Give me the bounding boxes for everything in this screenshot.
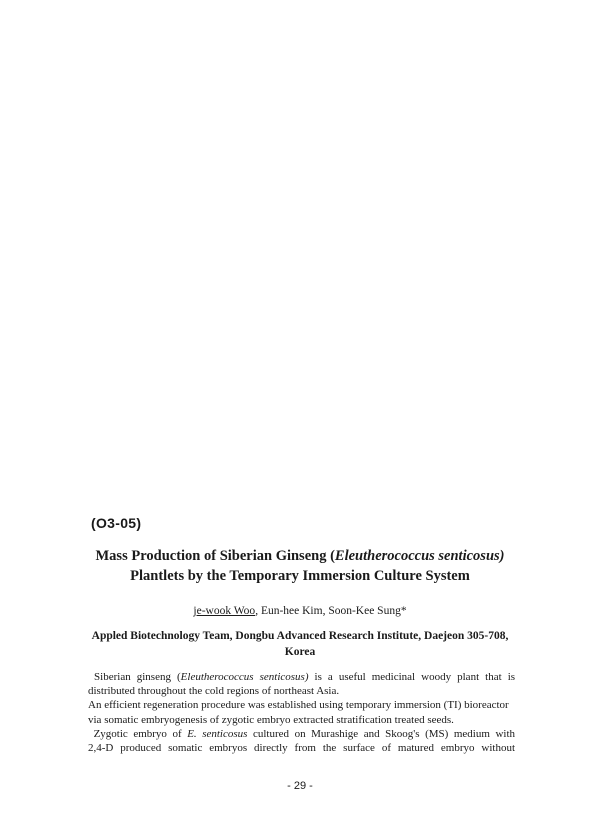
title-species: Eleutherococcus senticosus) <box>334 548 505 564</box>
abstract-line: via somatic embryogenesis of zygotic embryo extracted stratification treated seeds. <box>88 713 454 726</box>
affiliation-line-1: Appled Biotechnology Team, Dongbu Advanced Research Institute, Daejeon 305-708, <box>91 630 509 642</box>
affiliation-line-2: Korea <box>284 646 316 658</box>
title-line-2: Plantlets by the Temporary Immersion Culture System <box>130 568 470 584</box>
abstract-line: An efficient regeneration procedure was established using temporary immersion (TI) bioreactor <box>88 699 509 712</box>
species-name: E. senticosus <box>187 727 248 740</box>
species-name: Eleutherococcus senticosus) <box>180 671 309 683</box>
page-number: - 29 - <box>287 780 313 792</box>
title-text: Mass Production of Siberian Ginseng ( <box>95 548 335 564</box>
abstract-line: 2,4-D produced somatic embryos directly from the surface of matured embryo without <box>88 742 515 755</box>
abstract-line: Siberian ginseng (Eleutherococcus senticosus) is a useful medicinal woody plant that is <box>94 671 516 683</box>
abstract-line: distributed throughout the cold regions of northeast Asia. <box>88 685 340 698</box>
co-authors: , Eun-hee Kim, Soon-Kee Sung* <box>255 605 407 617</box>
abstract-body <box>88 670 515 755</box>
abstract-code: (O3-05) <box>91 515 142 531</box>
title-line-1 <box>60 546 540 566</box>
abstract-line: Zygotic embryo of E. senticosus cultured on Murashige and Skoog's (MS) medium with <box>93 727 516 740</box>
paper-title <box>60 546 540 586</box>
affiliation <box>80 628 520 660</box>
author-list <box>60 603 540 619</box>
presenting-author: je-wook Woo <box>193 605 256 617</box>
